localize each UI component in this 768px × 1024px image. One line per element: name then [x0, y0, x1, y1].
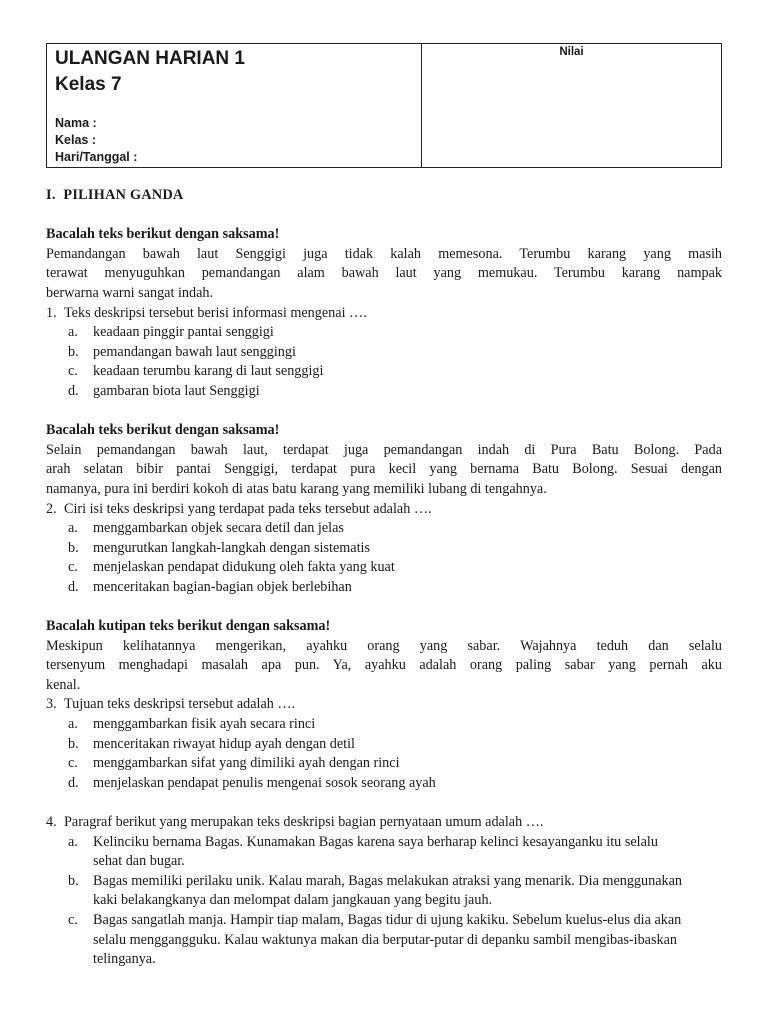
question-text: Paragraf berikut yang merupakan teks deskripsi bagian pernyataan umum adalah ….: [64, 814, 544, 830]
question-number: 3.: [46, 696, 57, 713]
option-text: keadaan terumbu karang di laut senggigi: [93, 363, 324, 380]
option-text: Bagas memiliki perilaku unik. Kalau marah, Bagas melakukan atraksi yang menarik. Dia menggunakan kaki belakangkanya dan melompat dalam jangkauan yang begitu jauh.: [93, 872, 682, 909]
option-text: menceritakan riwayat hidup ayah dengan detil: [93, 735, 355, 752]
passage-line: Selain pemandangan bawah laut, terdapat juga pemandangan indah di Pura Batu Bolong. Pada: [46, 441, 722, 458]
section-number: I.: [46, 187, 56, 203]
passage-line: Meskipun kelihatannya mengerikan, ayahku orang yang sabar. Wajahnya teduh dan selalu: [46, 637, 722, 654]
question-4: [46, 813, 722, 833]
options-list: [46, 833, 722, 970]
question-3: [46, 695, 722, 715]
option-letter: b.: [68, 343, 79, 360]
options-list: [46, 323, 722, 401]
option-item: [68, 833, 722, 872]
option-text: menggambarkan sifat yang dimiliki ayah dengan rinci: [93, 755, 400, 772]
question-1: [46, 304, 722, 324]
option-letter: b.: [68, 872, 79, 889]
exam-content: [46, 186, 722, 970]
option-letter: a.: [68, 716, 78, 733]
option-text: menjelaskan pendapat penulis mengenai sosok seorang ayah: [93, 774, 436, 791]
passage-line: Pemandangan bawah laut Senggigi juga tidak kalah memesona. Terumbu karang yang masih: [46, 245, 722, 262]
option-text: menceritakan bagian-bagian objek berlebihan: [93, 578, 352, 595]
question-text: Tujuan teks deskripsi tersebut adalah ….: [64, 696, 296, 713]
header-table: [46, 43, 722, 168]
question-text: Teks deskripsi tersebut berisi informasi mengenai ….: [64, 304, 367, 321]
option-item: [68, 715, 722, 735]
option-text: pemandangan bawah laut senggingi: [93, 343, 296, 360]
option-letter: d.: [68, 578, 79, 595]
option-item: [68, 323, 722, 343]
question-2: [46, 500, 722, 520]
option-item: [68, 519, 722, 539]
option-text: menggambarkan objek secara detil dan jelas: [93, 520, 344, 537]
question-number: 4.: [46, 814, 57, 830]
option-text: Bagas sangatlah manja. Hampir tiap malam, Bagas tidur di ujung kakiku. Sebelum kuelus-elus dia akan selalu menggangguku. Kalau waktunya makan dia berputar-putar di depanku sambil mengibas-ibaskan telinganya.: [93, 911, 682, 968]
option-letter: c.: [68, 559, 78, 576]
question-text: Ciri isi teks deskripsi yang terdapat pada teks tersebut adalah ….: [64, 500, 432, 517]
passage-line: tersenyum menghadapi masalah apa pun. Ya, ayahku adalah orang paling sabar yang pernah aku: [46, 657, 722, 674]
option-letter: b.: [68, 539, 79, 556]
option-text: menggambarkan fisik ayah secara rinci: [93, 716, 316, 733]
passage-line: terawat menyuguhkan pemandangan alam bawah laut yang memukau. Terumbu karang nampak: [46, 265, 722, 282]
passage-instruction: Bacalah kutipan teks berikut dengan saksama!: [46, 618, 331, 635]
passage-instruction: Bacalah teks berikut dengan saksama!: [46, 226, 280, 243]
name-field-label: Nama :: [55, 116, 97, 130]
passage-line: namanya, pura ini berdiri kokoh di atas batu karang yang memiliki lubang di tengahnya.: [46, 480, 547, 497]
passage-line: berwarna warni sangat indah.: [46, 284, 214, 301]
option-text: menjelaskan pendapat didukung oleh fakta yang kuat: [93, 559, 395, 576]
passage-line: arah selatan bibir pantai Senggigi, terdapat pura kecil yang bernama Batu Bolong. Sesuai dengan: [46, 461, 722, 478]
option-item: [68, 382, 722, 402]
score-label: Nilai: [559, 46, 584, 58]
passage-instruction: Bacalah teks berikut dengan saksama!: [46, 422, 280, 439]
section-heading: [46, 186, 722, 206]
option-item: [68, 343, 722, 363]
student-info-cell: [47, 44, 422, 167]
option-item: [68, 735, 722, 755]
option-item: [68, 578, 722, 598]
option-item: [68, 872, 722, 911]
option-letter: a.: [68, 520, 78, 537]
option-item: [68, 911, 722, 970]
options-list: [46, 519, 722, 597]
exam-class: Kelas 7: [55, 74, 122, 95]
option-text: keadaan pinggir pantai senggigi: [93, 324, 274, 341]
option-letter: d.: [68, 774, 79, 791]
option-item: [68, 539, 722, 559]
option-letter: c.: [68, 363, 78, 380]
option-letter: b.: [68, 735, 79, 752]
option-text: gambaran biota laut Senggigi: [93, 382, 260, 399]
passage-line: kenal.: [46, 676, 81, 693]
option-item: [68, 362, 722, 382]
exam-title: ULANGAN HARIAN 1: [55, 48, 245, 69]
question-number: 2.: [46, 500, 57, 517]
option-text: mengurutkan langkah-langkah dengan sistematis: [93, 539, 370, 556]
option-letter: d.: [68, 382, 79, 399]
options-list: [46, 715, 722, 793]
option-letter: c.: [68, 755, 78, 772]
option-text: Kelinciku bernama Bagas. Kunamakan Bagas karena saya berharap kelinci kesayanganku itu selalu sehat dan bugar.: [93, 833, 658, 870]
option-item: [68, 774, 722, 794]
score-cell: [422, 44, 721, 167]
date-field-label: Hari/Tanggal :: [55, 150, 138, 164]
class-field-label: Kelas :: [55, 133, 96, 147]
student-fields: [55, 115, 137, 166]
option-letter: a.: [68, 833, 78, 850]
section-title: PILIHAN GANDA: [63, 187, 184, 203]
option-item: [68, 558, 722, 578]
option-letter: a.: [68, 324, 78, 341]
question-number: 1.: [46, 304, 57, 321]
option-letter: c.: [68, 911, 78, 928]
option-item: [68, 754, 722, 774]
